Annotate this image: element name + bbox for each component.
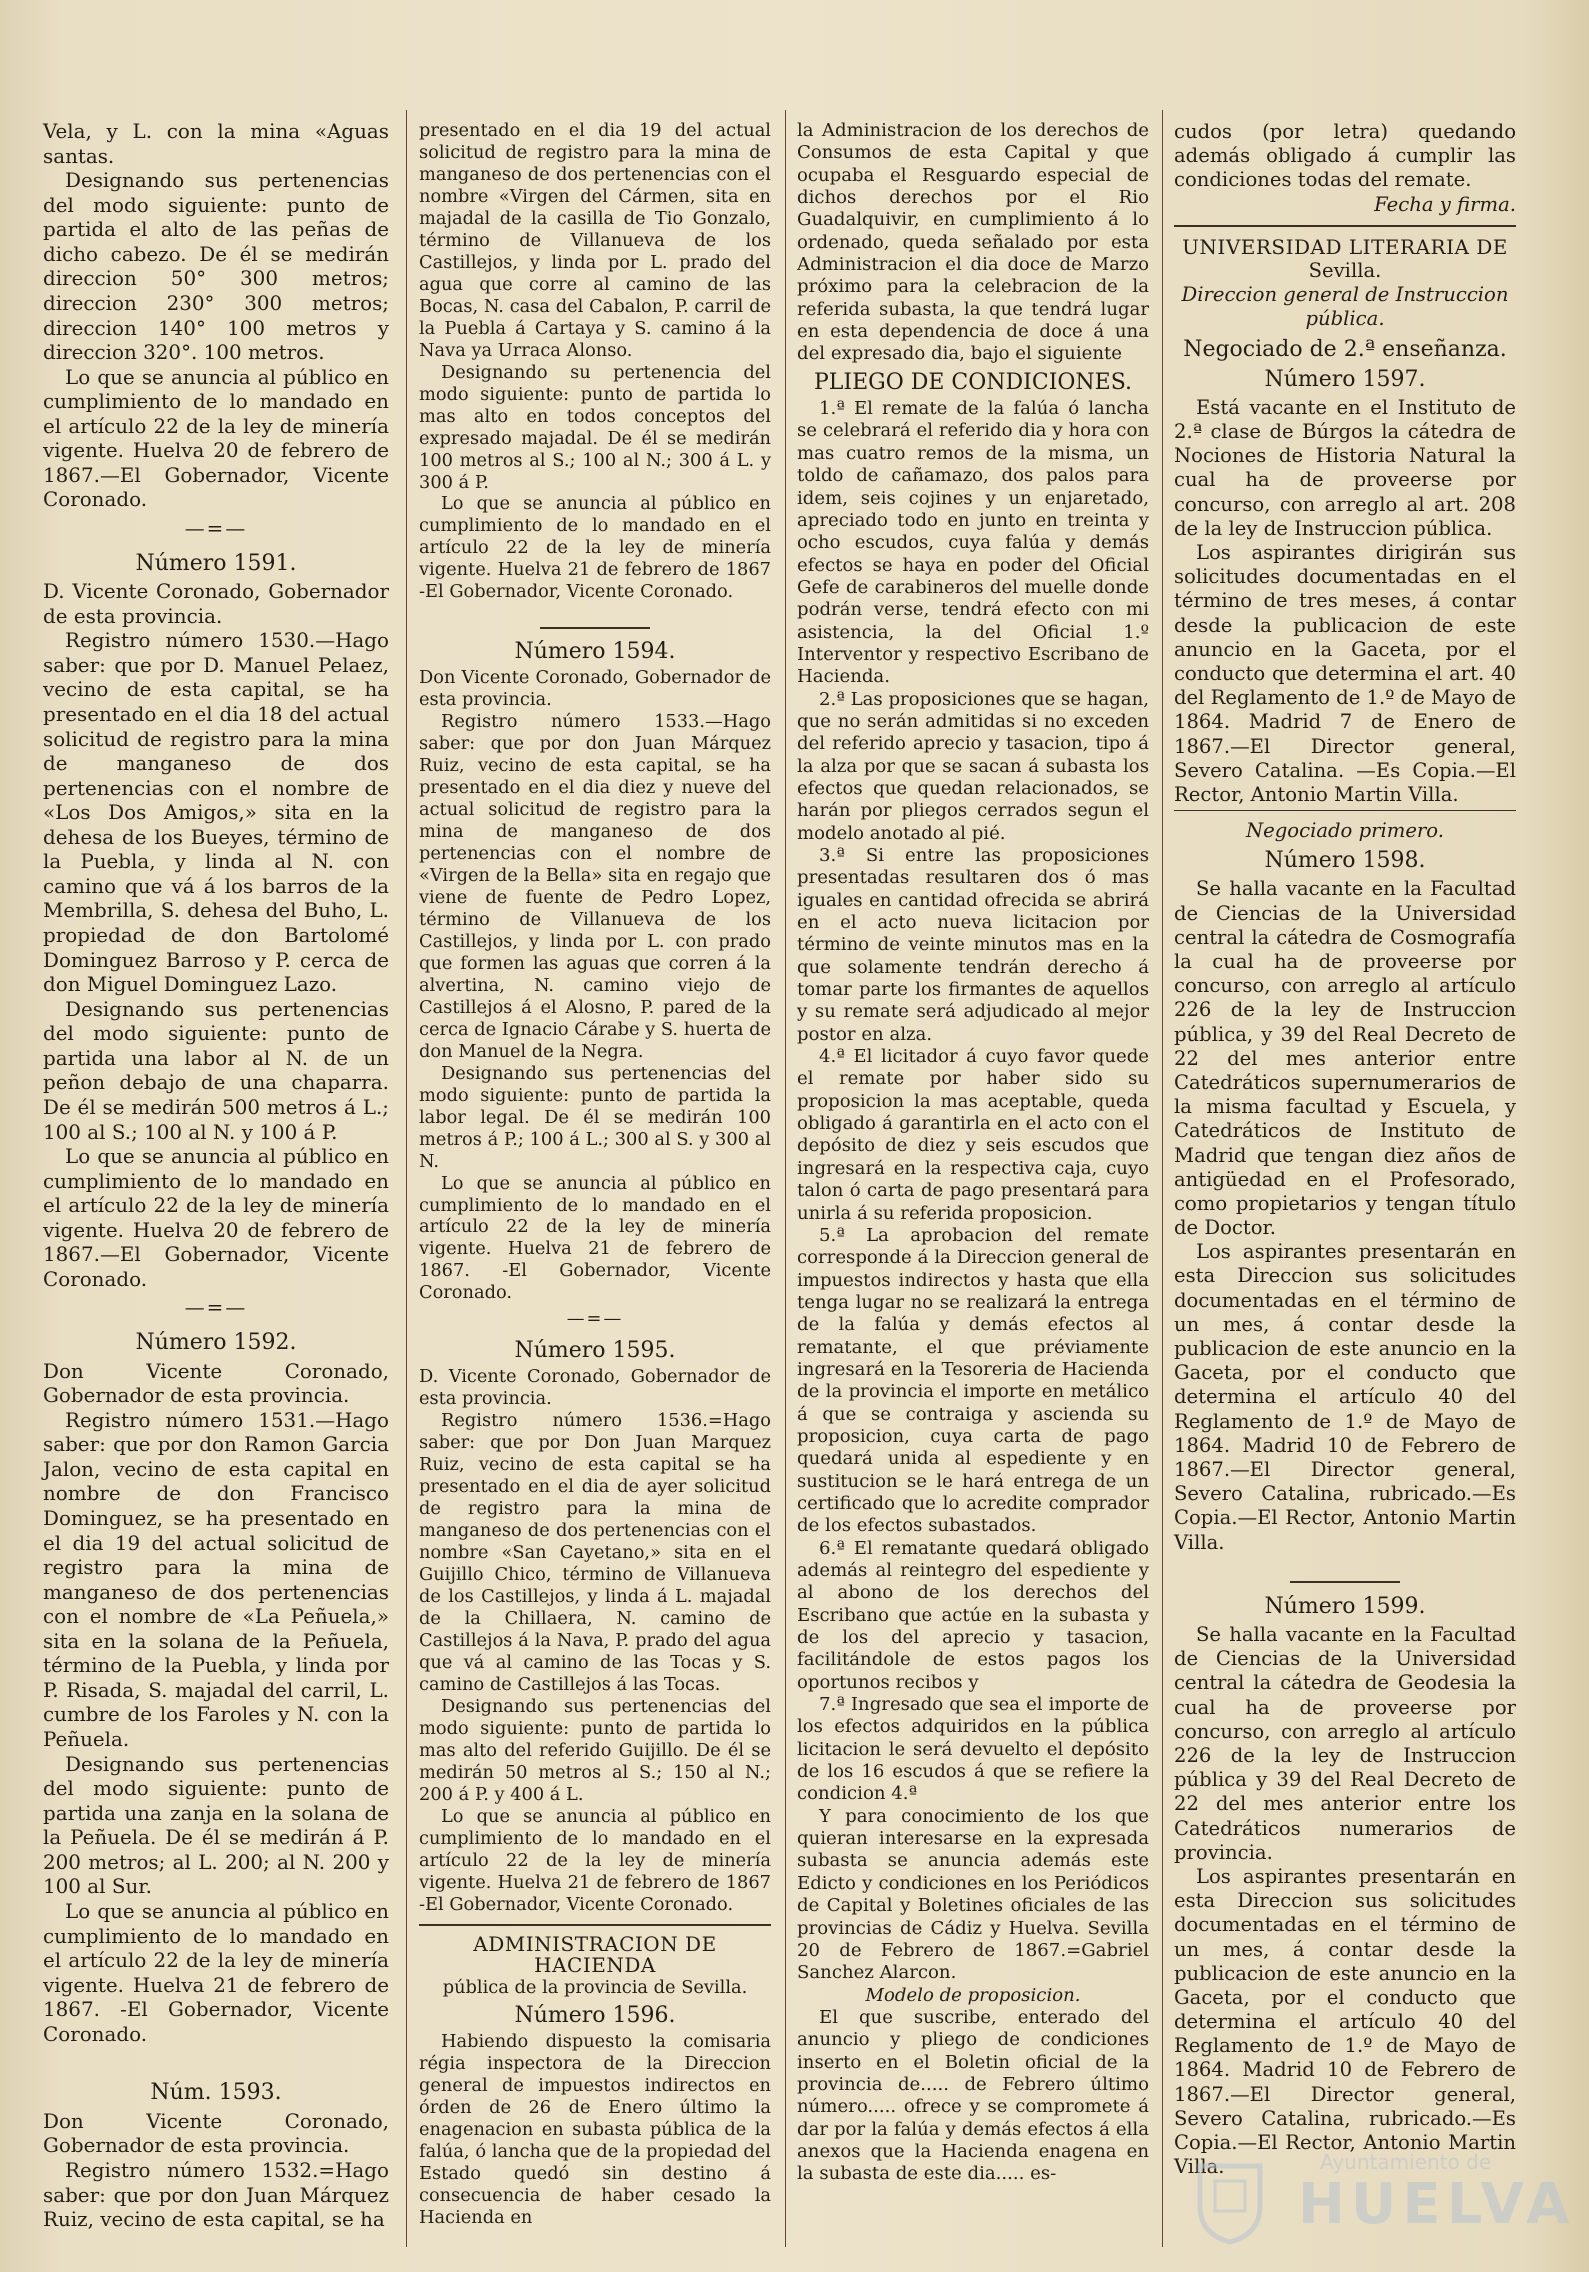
notice-heading: Número 1591. — [135, 550, 297, 576]
paragraph: presentado en el dia 19 del actual solicitud de registro para la mina de manganeso de dos pertenencias con el nombre «Virgen del Cármen, sita en majadal de la casilla de Tio Gonzalo, término de Villanueva de los Castillejos, y linda por L. prado del agua que corre al camino de las Bocas, N. casa del Cabalon, P. carril de la Puebla á Cartaya y S. camino á la Nava ya Urraca Alonso. — [419, 120, 771, 361]
section-rule — [1174, 810, 1516, 811]
archive-watermark — [1180, 2150, 1576, 2250]
section-heading: ADMINISTRACION DE HACIENDA — [473, 1931, 717, 1978]
column-4 — [1174, 120, 1516, 2179]
coat-of-arms-watermark — [1180, 2156, 1280, 2246]
paragraph: la Administracion de los derechos de Consumos de esta Capital y que ocupaba el Resguardo especial de dichos derechos por el Rio Guadalquivir, en cumplimiento á lo ordenado, queda señalado por esta Administracion el dia doce de Marzo próximo para la celebracion de la referida subasta, la que tendrá lugar en esta dependencia de doce á una del expresado dia, bajo el siguiente — [797, 120, 1149, 365]
paragraph: Designando sus pertenencias del modo siguiente: punto de partida lo mas alto del referido Guijillo. De él se medirán 50 metros al S.; 150 al N.; 200 á P. y 400 á L. — [419, 1695, 771, 1805]
paragraph: cudos (por letra) quedando además obligado á cumplir las condiciones todas del remate. — [1174, 120, 1516, 192]
paragraph: Lo que se anuncia al público en cumplimiento de lo mandado en el artículo 22 de la ley de minería vigente. Huelva 21 de febrero de 1867 -El Gobernador, Vicente Coronado. — [419, 1805, 771, 1915]
paragraph: 3.ª Si entre las proposiciones presentadas resultaren dos ó mas iguales en cantidad ofrecida se abrirá en el acto nueva licitacion por término de veinte minutos mas en la que solamente tendrán derecho á tomar parte los firmantes de aquellos y su remate será adjudicado al mejor postor en alza. — [797, 845, 1149, 1045]
separator: —=— — [566, 1308, 624, 1330]
paragraph: 6.ª El rematante quedará obligado además al reintegro del espediente y al abono de los derechos del Escribano que actúe en la subasta y de los del aprecio y tasacion, facilitándole de estos pagos los oportunos recibos y — [797, 1537, 1149, 1693]
column-3 — [797, 120, 1149, 2186]
italic-subheading: Modelo de proposicion. — [865, 1984, 1081, 2006]
notice-heading: Núm. 1593. — [150, 2080, 282, 2106]
watermark-line-2: HUELVA — [1298, 2172, 1576, 2237]
paragraph: Lo que se anuncia al público en cumplimiento de lo mandado en el artículo 22 de la ley de minería vigente. Huelva 21 de febrero de 1867. -El Gobernador, Vicente Coronado. — [419, 1172, 771, 1304]
notice-heading: Número 1599. — [1264, 1593, 1426, 1619]
paragraph: Registro número 1533.—Hago saber: que por don Juan Márquez Ruiz, vecino de esta capital, se ha presentado en el dia diez y nueve del actual solicitud de registro para la mina de manganeso de dos pertenencias con el nombre de «Virgen de la Bella» sita en regajo que viene de fuente de Pedro Lopez, término de Villanueva de los Castillejos, y linda por L. con prado que formen las aguas que corren á la alvertina, N. camino viejo de Castillejos á el Alosno, P. pared de la cerca de Ignacio Cárabe y S. huerta de don Manuel de la Negra. — [419, 711, 771, 1062]
section-rule — [1174, 225, 1516, 227]
paragraph: 5.ª La aprobacion del remate corresponde á la Direccion general de impuestos indirectos y hasta que ella tenga lugar no se realizará la entrega de la falúa y demás efectos al rematante, el que préviamente ingresará en la Tesoreria de Hacienda de la provincia el importe en metálico á que se contraiga y asciendа su proposicion, cuya carta de pago quedará unida al espediente y en sustitucion se le hará entrega de un certificado que lo acredite comprador de los efectos subastados. — [797, 1224, 1149, 1537]
notice-heading: PLIEGO DE CONDICIONES. — [813, 369, 1133, 395]
paragraph: Vela, y L. con la mina «Aguas santas. — [43, 120, 389, 168]
paragraph: Designando su pertenencia del modo siguiente: punto de partida lo mas alto en todos conceptos del expresado majadal. De él se medirán 100 metros al S.; 100 al N.; 300 á L. y 300 á P. — [419, 361, 771, 493]
paragraph: Don Vicente Coronado, Gobernador de esta provincia. — [43, 1359, 389, 1408]
paragraph: Se halla vacante en la Facultad de Ciencias de la Universidad central la cátedra de Cosmografía la cual ha de proveerse por concurso, con arreglo al artículo 226 de la ley de Instruccion pública, y 39 del Real Decreto de 22 del mes anterior entre Catedráticos supernumerarios de la misma facultad y Escuela, y Catedráticos de Instituto de Madrid que tengan diez años de antigüedad en el Profesorado, como propietarios y tengan título de Doctor. — [1174, 877, 1516, 1240]
column-rule — [406, 110, 407, 2247]
paragraph: Lo que se anuncia al público en cumplimiento de lo mandado en el artículo 22 de la ley de minería vigente. Huelva 20 de febrero de 1867.—El Gobernador, Vicente Coronado. — [43, 1145, 389, 1291]
column-1 — [43, 120, 389, 2233]
signature-line: Fecha y firma. — [1374, 192, 1516, 216]
paragraph: Los aspirantes presentarán en esta Direccion sus solicitudes documentadas en el término de un mes, á contar desde la publicacion de este anuncio en la Gaceta, por el conducto que determina el artículo 40 del Reglamento de 1.º de Mayo de 1864. Madrid 10 de Febrero de 1867.—El Director general, Severo Catalina, rubricado.—Es Copia.—El Rector, Antonio Martin Villa. — [1174, 1240, 1516, 1554]
column-rule — [785, 110, 786, 2247]
subheading: pública de la provincia de Sevilla. — [442, 1977, 748, 1999]
notice-heading: Número 1594. — [514, 639, 676, 665]
column-2 — [419, 120, 771, 2229]
paragraph: 4.ª El licitador á cuyo favor quede el remate por haber sido su proposicion la mas aceptable, queda obligado á garantirla en el acto con el depósito de diez y seis escudos que ingresará en la respectiva caja, cuyo talon ó carta de pago presentará para unirla á su referida proposicion. — [797, 1046, 1149, 1224]
notice-heading: Número 1598. — [1264, 848, 1426, 874]
paragraph: Don Vicente Coronado, Gobernador de esta provincia. — [419, 667, 771, 711]
paragraph: Registro número 1536.=Hago saber: que por Don Juan Marquez Ruiz, vecino de esta capital se ha presentado en el dia de ayer solicitud de registro para la mina de manganeso de dos pertenencias con el nombre «San Cayetano,» sita en el Guijillo Chico, término de Villanueva de los Castillejos, y linda á L. majadal de la Chillaera, N. camino de Castillejos á la Nava, P. prado del agua que vá al camino de las Tocas y S. camino de Castillejos á las Tocas. — [419, 1410, 771, 1695]
separator-line — [419, 613, 771, 635]
paragraph: Lo que se anuncia al público en cumplimiento de lo mandado en el artículo 22 de la ley de minería vigente. Huelva 21 de febrero de 1867. -El Gobernador, Vicente Coronado. — [43, 1899, 389, 2046]
paragraph: Designando sus pertenencias del modo siguiente: punto de partida el alto de las peñas de dicho cabezo. De él se medirán direccion 50° 300 metros; direccion 230° 300 metros; direccion 140° 100 metros y direccion 320°. 100 metros. — [43, 169, 389, 365]
section-heading: UNIVERSIDAD LITERARIA DE — [1182, 234, 1508, 259]
section-rule — [419, 1924, 771, 1926]
spacer — [43, 2047, 389, 2075]
notice-heading: Número 1592. — [135, 1330, 297, 1355]
paragraph: Designando sus pertenencias del modo siguiente: punto de partida una labor al N. de un peñon debajo de una chaparra. De él se medirán 500 metros á L.; 100 al S.; 100 al N. y 100 á P. — [43, 997, 389, 1144]
subheading: Sevilla. — [1308, 258, 1382, 282]
notice-heading: Número 1597. — [1264, 366, 1426, 392]
paragraph: Se halla vacante en la Facultad de Ciencias de la Universidad central la cátedra de Geodesia la cual ha de proveerse por concurso, con arreglo al artículo 226 de la ley de Instruccion pública y 39 del Real Decreto de 22 del mes anterior entre los Catedráticos numerarios de provincia. — [1174, 1623, 1516, 1864]
separator: —=— — [184, 517, 248, 540]
paragraph: D. Vicente Coronado, Gobernador de esta provincia. — [43, 580, 389, 628]
italic-subheading: Direccion general de Instruccion pública. — [1181, 283, 1509, 331]
watermark-line-1: Ayuntamiento de — [1320, 2150, 1492, 2174]
notice-heading: Número 1595. — [514, 1338, 676, 1364]
paragraph: D. Vicente Coronado, Gobernador de esta provincia. — [419, 1366, 771, 1410]
paragraph: Registro número 1531.—Hago saber: que por don Ramon Garcia Jalon, vecino de esta capital en nombre de don Francisco Dominguez, se ha presentado en el dia 19 del actual solicitud de registro para la mina de manganeso de dos pertenencias con el nombre de «La Peñuela,» sita en la solana de la Peñuela, término de la Puebla, y linda por P. Risada, S. majadal del carril, L. cumbre de los Faroles y N. con la Peñuela. — [43, 1408, 389, 1751]
paragraph: Don Vicente Coronado, Gobernador de esta provincia. — [43, 2109, 389, 2158]
notice-heading: Negociado de 2.ª enseñanza. — [1183, 336, 1507, 362]
paragraph: Habiendo dispuesto la comisaria régia inspectora de la Direccion general de impuestos indirectos en órden de 26 de Enero último la enagenacion en subasta pública de la falúa, ó lancha que de la propiedad del Estado quedó sin destino á consecuencia de haber cesado la Hacienda en — [419, 2031, 771, 2229]
paragraph: 1.ª El remate de la falúa ó lancha se celebrará el referido dia y hora con mas cuatro remos de la misma, un toldo de cañamazo, dos palos para idem, seis cojines y un enjaretado, apreciado todo en junto en treinta y ocho escudos, cuya falúa y demás efectos se haya en poder del Oficial Gefe de carabineros del muelle donde podrán verse, tendrá efecto con mi asistencia, la del Oficial 1.º Interventor y respectivo Escribano de Hacienda. — [797, 398, 1149, 688]
paragraph: Lo que se anuncia al público en cumplimiento de lo mandado en el artículo 22 de la ley de minería vigente. Huelva 20 de febrero de 1867.—El Gobernador, Vicente Coronado. — [43, 365, 389, 512]
notice-heading: Número 1596. — [514, 2003, 676, 2029]
paragraph: Los aspirantes presentarán en esta Direccion sus solicitudes documentadas en el término de un mes, á contar desde la publicacion de este anuncio en la Gaceta, por el conducto que determina el artículo 40 del Reglamento de 1.º de Mayo de 1864. Madrid 10 de Febrero de 1867.—El Director general, Severo Catalina, rubricado.—Es Copia.—El Rector, Antonio Martin Villa. — [1174, 1864, 1516, 2179]
paragraph: Y para conocimiento de los que quieran interesarse en la expresada subasta se anuncia además este Edicto y condiciones en los Periódicos de Capital y Boletines oficiales de las provincias de Cádiz y Huelva. Sevilla 20 de Febrero de 1867.=Gabriel Sanchez Alarcon. — [797, 1805, 1149, 1984]
paragraph: Está vacante en el Instituto de 2.ª clase de Búrgos la cátedra de Nociones de Historia Natural la cual ha de proveerse por concurso, con arreglo al art. 208 de la ley de Instruccion pública. — [1174, 395, 1516, 540]
paragraph: Designando sus pertenencias del modo siguiente: punto de partida la labor legal. De él se medirán 100 metros á P.; 100 á L.; 300 al S. y 300 al N. — [419, 1062, 771, 1172]
paragraph: Designando sus pertenencias del modo siguiente: punto de partida una zanja en la solana de la Peñuela. De él se medirán á P. 200 metros; al L. 200; al N. 200 y 100 al Sur. — [43, 1752, 389, 1899]
paragraph: Lo que se anuncia al público en cumplimiento de lo mandado en el artículo 22 de la ley de minería vigente. Huelva 21 de febrero de 1867 -El Gobernador, Vicente Coronado. — [419, 493, 771, 603]
column-rule — [1162, 110, 1163, 2247]
separator: —=— — [184, 1296, 248, 1320]
paragraph: Los aspirantes dirigirán sus solicitudes documentadas en el término de tres meses, á contar desde la publicacion de este anuncio en la Gaceta, por el conducto que determina el art. 40 del Reglamento de 1.º de Mayo de 1864. Madrid 7 de Enero de 1867.—El Director general, Severo Catalina. —Es Copia.—El Rector, Antonio Martin Villa. — [1174, 541, 1517, 806]
paragraph: 7.ª Ingresado que sea el importe de los efectos adquiridos en la pública licitacion le será devuelto el depósito de los 16 escudos á que se refiere la condicion 4.ª — [797, 1694, 1149, 1805]
paragraph: El que suscribe, enterado del anuncio y pliego de condiciones inserto en el Boletin oficial de la provincia de..... de Febrero último número..... ofrece y se compromete á dar por la falúa y demás efectos á ella anexos que la Hacienda enagena en la subasta de este dia..... es- — [797, 2006, 1149, 2185]
separator-line — [1174, 1565, 1516, 1589]
paragraph: 2.ª Las proposiciones que se hagan, que no serán admitidas si no exceden del referido aprecio y tasacion, tipo á la alza por que se sacan á subasta los efectos que quedan relacionados, se harán por pliegos cerrados segun el modelo anotado al pié. — [797, 688, 1149, 844]
paragraph: Registro número 1530.—Hago saber: que por D. Manuel Pelaez, vecino de esta capital, se ha presentado en el dia 18 del actual solicitud de registro para la mina de manganeso de dos pertenencias con el nombre de «Los Dos Amigos,» sita en la dehesa de los Bueyes, término de la Puebla, y linda al N. con camino que vá á los barros de la Membrilla, S. dehesa del Buho, L. propiedad de don Bartolomé Dominguez Barroso y P. cerca de don Miguel Dominguez Lazo. — [43, 629, 389, 997]
italic-subheading: Negociado primero. — [1246, 819, 1444, 843]
paragraph: Registro número 1532.=Hago saber: que por don Juan Márquez Ruiz, vecino de esta capital, se ha — [43, 2159, 389, 2232]
